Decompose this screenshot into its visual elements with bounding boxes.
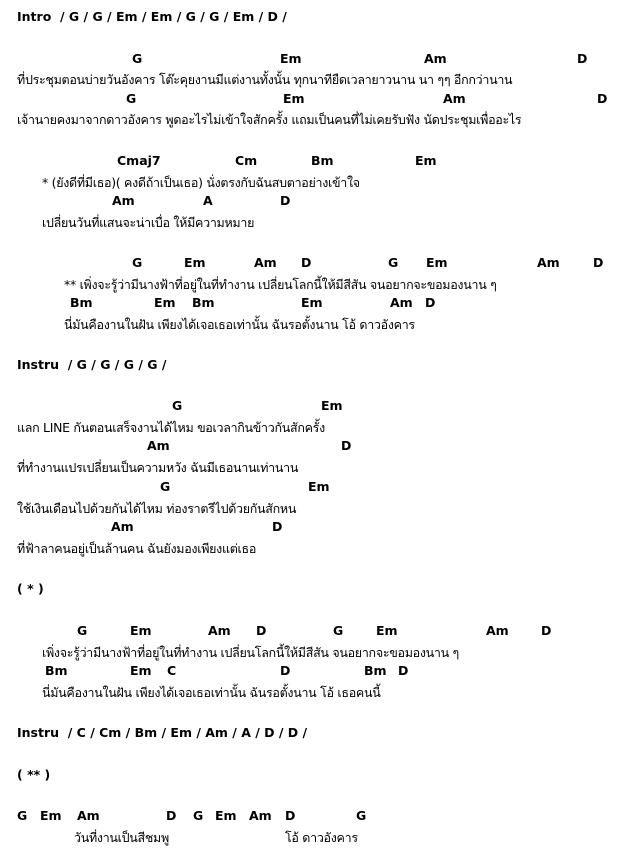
- chord-label: G: [172, 398, 183, 413]
- chord-label: Cm: [235, 153, 258, 168]
- chord-label: Em: [308, 479, 330, 494]
- chord-label: D: [280, 193, 291, 208]
- chord-label: D: [280, 663, 291, 678]
- chord-label: G: [193, 808, 204, 823]
- lyric-line: โอ้ ดาวอังคาร: [285, 830, 358, 845]
- chord-label: Am: [77, 808, 100, 823]
- chord-label: D: [597, 91, 608, 106]
- intro-label: Intro: [17, 9, 52, 24]
- chord-label: Am: [390, 295, 413, 310]
- chord-label: G: [132, 51, 143, 66]
- intro-line: [17, 9, 287, 24]
- lyric-line: ** เพิ่งจะรู้ว่ามีนางฟ้าที่อยู่ในที่ทำงาน เปลี่ยนโลกนี้ให้มีสีสัน จนอยากจะขอมองนาน ๆ: [64, 277, 497, 292]
- repeat-chorus1-marker: ( * ): [17, 581, 44, 596]
- chord-label: D: [425, 295, 436, 310]
- chord-label: Am: [486, 623, 509, 638]
- chord-label: G: [356, 808, 367, 823]
- lyric-line: แลก LINE กันตอนเสร็จงานได้ไหม ขอเวลากินข้าวกันสักครั้ง: [17, 420, 325, 435]
- chord-label: D: [577, 51, 588, 66]
- chord-label: Em: [283, 91, 305, 106]
- chord-row: [0, 808, 624, 824]
- chord-label: C: [167, 663, 177, 678]
- chord-label: G: [160, 479, 171, 494]
- chord-row: [0, 623, 624, 639]
- chord-label: G: [388, 255, 399, 270]
- instru-line-2: [17, 725, 307, 740]
- chord-label: D: [593, 255, 604, 270]
- instru-label: Instru: [17, 357, 60, 372]
- chord-row: [0, 51, 624, 67]
- chord-label: Em: [426, 255, 448, 270]
- chord-row: [0, 398, 624, 414]
- chord-label: G: [333, 623, 344, 638]
- chord-row: [0, 255, 624, 271]
- lyric-line: ที่ประชุมตอนบ่ายวันอังคาร โต๊ะคุยงานมีแต่งานทั้งนั้น ทุกนาทียืดเวลายาวนาน นา ๆๆ อีกกว่านาน: [17, 72, 513, 87]
- lyric-line: ที่ทำงานแปรเปลี่ยนเป็นความหวัง ฉันมีเธอนานเท่านาน: [17, 460, 299, 475]
- chord-label: D: [541, 623, 552, 638]
- chord-label: G: [126, 91, 137, 106]
- lyric-line: ที่ฟ้าลาคนอยู่เป็นล้านคน ฉันยังมองเพียงแต่เธอ: [17, 541, 257, 556]
- chord-row: [0, 193, 624, 209]
- instru-line: [17, 357, 166, 372]
- chord-label: Em: [215, 808, 237, 823]
- chord-row: [0, 153, 624, 169]
- chord-label: Cmaj7: [117, 153, 161, 168]
- instru-label: Instru: [17, 725, 60, 740]
- lyric-line: ใช้เงินเดือนไปด้วยกันได้ไหม ท่องราตรีไปด้วยกันสักหน: [17, 501, 297, 516]
- lyric-line: เพิ่งจะรู้ว่ามีนางฟ้าที่อยู่ในที่ทำงาน เปลี่ยนโลกนี้ให้มีสีสัน จนอยากจะขอมองนาน ๆ: [42, 645, 459, 660]
- chord-label: Bm: [311, 153, 334, 168]
- chord-label: D: [256, 623, 267, 638]
- chord-label: G: [77, 623, 88, 638]
- chord-row: [0, 519, 624, 535]
- chord-label: D: [341, 438, 352, 453]
- chord-label: Em: [280, 51, 302, 66]
- chord-label: Am: [208, 623, 231, 638]
- chord-label: D: [166, 808, 177, 823]
- chord-label: Am: [111, 519, 134, 534]
- lyric-line: นี่มันคืองานในฝัน เพียงได้เจอเธอเท่านั้น ฉันรอตั้งนาน โอ้ เธอคนนี้: [42, 685, 381, 700]
- chord-label: Bm: [364, 663, 387, 678]
- lyric-line: วันที่งานเป็นสีชมพู: [74, 830, 169, 845]
- chord-label: Am: [254, 255, 277, 270]
- chord-row: [0, 295, 624, 311]
- repeat-chorus2-marker: ( ** ): [17, 767, 51, 782]
- chord-label: G: [132, 255, 143, 270]
- chord-label: Em: [40, 808, 62, 823]
- instru-chords: / G / G / G / G /: [67, 357, 167, 372]
- chord-row: [0, 663, 624, 679]
- chord-label: Em: [415, 153, 437, 168]
- intro-chords: / G / G / Em / Em / G / G / Em / D /: [60, 9, 287, 24]
- chord-label: Bm: [45, 663, 68, 678]
- chord-label: Em: [321, 398, 343, 413]
- chord-label: Bm: [192, 295, 215, 310]
- chord-label: Am: [424, 51, 447, 66]
- chord-label: Em: [184, 255, 206, 270]
- chord-label: Em: [130, 623, 152, 638]
- chord-label: A: [203, 193, 213, 208]
- chord-row: [0, 91, 624, 107]
- chord-label: Bm: [70, 295, 93, 310]
- chord-row: [0, 479, 624, 495]
- chord-label: Am: [249, 808, 272, 823]
- chord-label: D: [285, 808, 296, 823]
- chord-label: G: [17, 808, 28, 823]
- chord-label: Am: [147, 438, 170, 453]
- chord-label: Em: [130, 663, 152, 678]
- chord-label: Em: [154, 295, 176, 310]
- chord-label: Am: [443, 91, 466, 106]
- chord-row: [0, 438, 624, 454]
- lyric-line: เจ้านายคงมาจากดาวอังคาร พูดอะไรไม่เข้าใจสักครั้ง แถมเป็นคนที่ไม่เคยรับฟัง นัดประชุมเพื่ออะไร: [17, 112, 522, 127]
- lyric-line: เปลี่ยนวันที่แสนจะน่าเบื่อ ให้มีความหมาย: [42, 215, 255, 230]
- chord-label: Am: [112, 193, 135, 208]
- lyric-line: * (ยังดีที่มีเธอ)( คงดีถ้าเป็นเธอ) นั่งตรงกับฉันสบตาอย่างเข้าใจ: [42, 175, 360, 190]
- lyric-line: นี่มันคืองานในฝัน เพียงได้เจอเธอเท่านั้น ฉันรอตั้งนาน โอ้ ดาวอังคาร: [64, 317, 415, 332]
- chord-label: D: [398, 663, 409, 678]
- instru-chords: / C / Cm / Bm / Em / Am / A / D / D /: [67, 725, 308, 740]
- chord-label: Am: [537, 255, 560, 270]
- chord-label: D: [272, 519, 283, 534]
- chord-label: Em: [376, 623, 398, 638]
- chord-label: D: [301, 255, 312, 270]
- chord-label: Em: [301, 295, 323, 310]
